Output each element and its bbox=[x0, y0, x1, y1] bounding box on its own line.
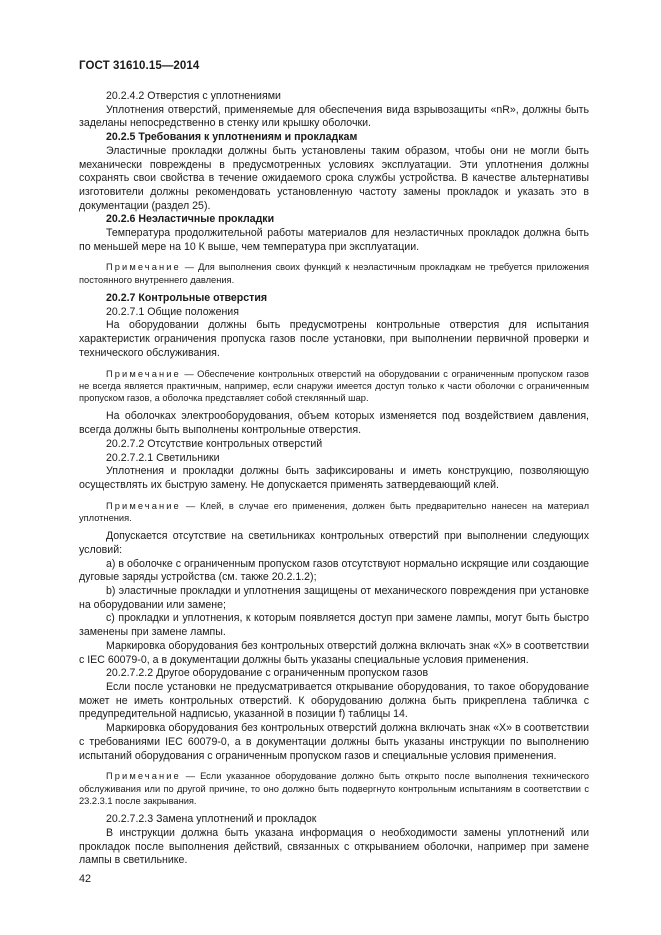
standard-header: ГОСТ 31610.15—2014 bbox=[79, 60, 200, 72]
section-heading: 20.2.7 Контрольные отверстия bbox=[106, 292, 268, 305]
paragraph: 20.2.7.1 Общие положения bbox=[106, 305, 239, 318]
note bbox=[79, 368, 589, 405]
note-label: Примечание bbox=[106, 368, 181, 379]
section-heading: 20.2.5 Требования к уплотнениям и прокладкам bbox=[106, 131, 358, 144]
paragraph: Маркировка оборудования без контрольных отверстий должна включать знак «Х» в соответствии с требованиями IEC 60079-0, а в документации должны быть указаны инструкции по выполнению испытаний оборудования с ограниченным пропуском газов и специальные условия применения. bbox=[79, 722, 589, 762]
list-item: b) эластичные прокладки и уплотнения защищены от механического повреждения при установке на оборудовании или замене; bbox=[79, 585, 589, 611]
note-text: — Если указанное оборудование должно быть открыто после выполнения технического обслуживания или по другой причине, то оно должно быть подвергнуто контрольным испытаниям в соответствии с 23.2.3.1 после закрывания. bbox=[79, 771, 589, 806]
paragraph: Маркировка оборудования без контрольных отверстий должна включать знак «Х» в соответствии с IEC 60079-0, а в документации должны быть указаны специальные условия применения. bbox=[79, 639, 589, 666]
paragraph: На оборудовании должны быть предусмотрены контрольные отверстия для испытания характеристик ограничения пропуска газов после установки, при выполнении первичной проверки и технического обслуживания. bbox=[79, 319, 589, 359]
paragraph: В инструкции должна быть указана информация о необходимости замены уплотнений или прокладок после выполнения действий, связанных с открыванием оболочки, например при замене лампы в светильнике. bbox=[79, 826, 589, 867]
paragraph: Эластичные прокладки должны быть установлены таким образом, чтобы они не могли быть механически повреждены в предусмотренных условиях эксплуатации. Эти уплотнения должны сохранять свои свойства в течение ожидаемого срока службы устройства. В качестве альтернативы изготовители должны рекомендовать установленную частоту замены прокладок и указать это в документации (раздел 25). bbox=[79, 144, 589, 212]
document-body bbox=[79, 90, 589, 868]
paragraph: 20.2.7.2.3 Замена уплотнений и прокладок bbox=[106, 813, 317, 826]
paragraph: На оболочках электрооборудования, объем которых изменяется под воздействием давления, всегда должны быть выполнены контрольные отверстия. bbox=[79, 410, 589, 437]
paragraph: 20.2.7.2 Отсутствие контрольных отверстий bbox=[106, 437, 323, 450]
note bbox=[79, 261, 589, 286]
note bbox=[79, 770, 589, 807]
paragraph: Если после установки не предусматривается открывание оборудования, то такое оборудование может не иметь контрольных отверстий. К оборудованию должна быть прикреплена табличка с предупредительной надписью, указанной в позиции f) таблицы 14. bbox=[79, 680, 589, 721]
note-label: Примечание bbox=[106, 500, 181, 511]
paragraph: Допускается отсутствие на светильниках контрольных отверстий при выполнении следующих условий: bbox=[79, 530, 589, 556]
list-item: a) в оболочке с ограниченным пропуском газов отсутствуют нормально искрящие или создающие дуговые заряды устройства (см. также 20.2.1.2); bbox=[79, 557, 589, 584]
note-text: — Клей, в случае его применения, должен быть предварительно нанесен на материал уплотнения. bbox=[79, 500, 589, 523]
paragraph: Уплотнения отверстий, применяемые для обеспечения вида взрывозащиты «nR», должны быть заделаны непосредственно в стенку или крышку оболочки. bbox=[79, 103, 589, 130]
page-number: 42 bbox=[79, 873, 92, 885]
paragraph: 20.2.7.2.1 Светильники bbox=[106, 451, 220, 464]
note-text: — Обеспечение контрольных отверстий на оборудовании с ограниченным пропуском газов не всегда является практичным, например, если снаружи имеется доступ только к части оболочки с ограниченным пропуском газов, а оболочка представляет собой стеклянный шар. bbox=[79, 368, 589, 404]
note bbox=[79, 500, 589, 525]
note-label: Примечание bbox=[106, 262, 181, 273]
list-item: c) прокладки и уплотнения, к которым появляется доступ при замене лампы, могут быть быстро заменены при замене лампы. bbox=[79, 612, 589, 639]
paragraph: Температура продолжительной работы материалов для неэластичных прокладок должна быть по меньшей мере на 10 К выше, чем температура при эксплуатации. bbox=[79, 227, 589, 253]
paragraph: 20.2.7.2.2 Другое оборудование с ограниченным пропуском газов bbox=[106, 667, 429, 680]
paragraph: Уплотнения и прокладки должны быть зафиксированы и иметь конструкцию, позволяющую осуществлять их быструю замену. Не допускается применять затвердевающий клей. bbox=[79, 465, 589, 491]
note-label: Примечание bbox=[106, 771, 181, 782]
section-heading: 20.2.6 Неэластичные прокладки bbox=[106, 213, 275, 226]
paragraph: 20.2.4.2 Отверстия с уплотнениями bbox=[106, 90, 281, 102]
note-text: — Для выполнения своих функций к неэластичным прокладкам не требуется приложения постоянного внутреннего давления. bbox=[79, 262, 589, 285]
